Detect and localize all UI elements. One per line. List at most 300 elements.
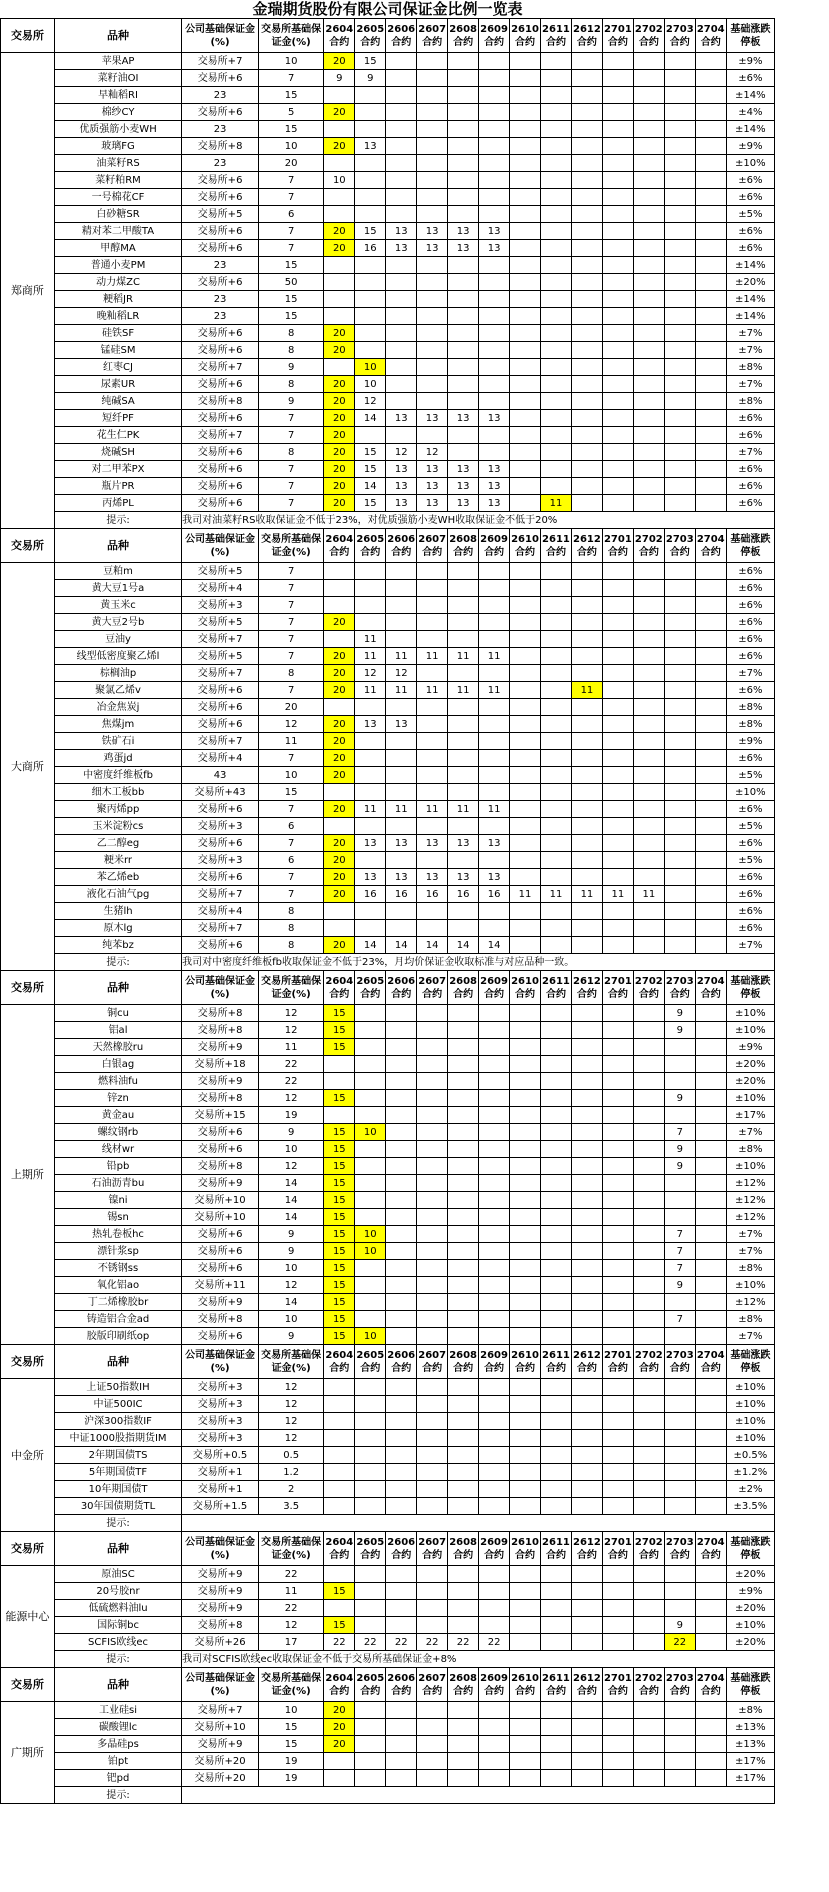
contract-margin-2610 — [510, 818, 541, 835]
contract-margin-2702 — [633, 223, 664, 240]
tip-label: 提示: — [54, 512, 181, 529]
contract-margin-2610 — [510, 393, 541, 410]
exchange-margin: 12 — [258, 1277, 323, 1294]
contract-margin-2608: 13 — [448, 240, 479, 257]
contract-margin-2703 — [664, 1447, 695, 1464]
variety-name: 线材wr — [54, 1141, 181, 1158]
contract-margin-2612 — [571, 597, 602, 614]
contract-margin-2702 — [633, 835, 664, 852]
header-month-2701 — [602, 1345, 633, 1379]
contract-margin-2610 — [510, 699, 541, 716]
contract-margin-2704 — [695, 274, 726, 291]
contract-margin-2611 — [541, 342, 572, 359]
header-month-contract: 合约 — [700, 36, 721, 48]
contract-margin-2608 — [448, 155, 479, 172]
header-month-contract: 合约 — [422, 1362, 443, 1374]
contract-margin-2701 — [602, 580, 633, 597]
variety-name: 黄金au — [54, 1107, 181, 1124]
contract-margin-2606 — [386, 1141, 417, 1158]
variety-name: 普通小麦PM — [54, 257, 181, 274]
header-month-contract: 合约 — [669, 36, 690, 48]
exchange-name: 郑商所 — [1, 53, 55, 529]
contract-margin-2605 — [355, 784, 386, 801]
contract-margin-2610 — [510, 1073, 541, 1090]
contract-margin-2610 — [510, 87, 541, 104]
table-row — [1, 1396, 775, 1413]
table-row — [1, 1634, 775, 1651]
contract-margin-2612 — [571, 614, 602, 631]
variety-name: 黄大豆2号b — [54, 614, 181, 631]
contract-margin-2610 — [510, 1039, 541, 1056]
contract-margin-2703 — [664, 1328, 695, 1345]
contract-margin-2704 — [695, 1022, 726, 1039]
contract-margin-2611 — [541, 189, 572, 206]
contract-margin-2612: 11 — [571, 886, 602, 903]
header-month-contract: 合约 — [700, 546, 721, 558]
contract-margin-2605: 12 — [355, 665, 386, 682]
contract-margin-2704 — [695, 631, 726, 648]
contract-margin-2702 — [633, 1158, 664, 1175]
table-row — [1, 614, 775, 631]
variety-name: 聚氯乙烯v — [54, 682, 181, 699]
company-margin: 交易所+6 — [182, 1226, 259, 1243]
contract-margin-2611 — [541, 1447, 572, 1464]
contract-margin-2604 — [324, 699, 355, 716]
contract-margin-2611 — [541, 1753, 572, 1770]
header-month-contract: 合约 — [391, 1362, 412, 1374]
contract-margin-2607: 13 — [417, 410, 448, 427]
contract-margin-2702 — [633, 478, 664, 495]
exchange-margin: 12 — [258, 1022, 323, 1039]
contract-margin-2610 — [510, 784, 541, 801]
contract-margin-2704 — [695, 869, 726, 886]
table-row — [1, 648, 775, 665]
variety-name: 10年期国债T — [54, 1481, 181, 1498]
header-month-contract: 合约 — [422, 36, 443, 48]
contract-margin-2608: 13 — [448, 461, 479, 478]
contract-margin-2702 — [633, 121, 664, 138]
contract-margin-2606 — [386, 1090, 417, 1107]
table-row — [1, 750, 775, 767]
contract-margin-2605 — [355, 427, 386, 444]
tip-row — [1, 1787, 775, 1804]
variety-name: 豆油y — [54, 631, 181, 648]
header-month-2605 — [355, 1345, 386, 1379]
contract-margin-2608 — [448, 1277, 479, 1294]
contract-margin-2608 — [448, 1447, 479, 1464]
variety-name: 铅pb — [54, 1158, 181, 1175]
contract-margin-2612 — [571, 427, 602, 444]
contract-margin-2607 — [417, 172, 448, 189]
contract-margin-2701 — [602, 1600, 633, 1617]
header-month-contract: 合约 — [391, 1685, 412, 1697]
company-margin: 交易所+11 — [182, 1277, 259, 1294]
contract-margin-2701 — [602, 1481, 633, 1498]
exchange-margin: 9 — [258, 359, 323, 376]
contract-margin-2704 — [695, 172, 726, 189]
contract-margin-2702 — [633, 801, 664, 818]
company-margin: 交易所+8 — [182, 1090, 259, 1107]
header-month-code: 2605 — [356, 1536, 385, 1548]
contract-margin-2609 — [479, 1396, 510, 1413]
company-margin: 交易所+6 — [182, 937, 259, 954]
header-exchange-margin: 交易所基础保证金(%) — [258, 1668, 323, 1702]
contract-margin-2612 — [571, 461, 602, 478]
contract-margin-2604: 20 — [324, 223, 355, 240]
contract-margin-2704 — [695, 478, 726, 495]
table-row — [1, 1566, 775, 1583]
contract-margin-2704 — [695, 563, 726, 580]
contract-margin-2605 — [355, 172, 386, 189]
contract-margin-2609: 13 — [479, 223, 510, 240]
contract-margin-2612 — [571, 699, 602, 716]
contract-margin-2702 — [633, 767, 664, 784]
contract-margin-2608 — [448, 580, 479, 597]
price-limit: ±7% — [726, 376, 774, 393]
header-month-contract: 合约 — [638, 988, 659, 1000]
variety-name: 天然橡胶ru — [54, 1039, 181, 1056]
company-margin: 交易所+7 — [182, 665, 259, 682]
contract-margin-2703 — [664, 257, 695, 274]
contract-margin-2611 — [541, 121, 572, 138]
price-limit: ±20% — [726, 1566, 774, 1583]
exchange-margin: 8 — [258, 325, 323, 342]
contract-margin-2608 — [448, 1294, 479, 1311]
contract-margin-2609 — [479, 784, 510, 801]
table-row — [1, 427, 775, 444]
contract-margin-2611 — [541, 223, 572, 240]
contract-margin-2607: 13 — [417, 223, 448, 240]
contract-margin-2606 — [386, 1226, 417, 1243]
header-month-code: 2610 — [511, 975, 539, 987]
table-row — [1, 1039, 775, 1056]
contract-margin-2606 — [386, 189, 417, 206]
company-margin: 交易所+3 — [182, 1430, 259, 1447]
contract-margin-2608 — [448, 325, 479, 342]
contract-margin-2702 — [633, 376, 664, 393]
contract-margin-2704 — [695, 223, 726, 240]
contract-margin-2607 — [417, 1107, 448, 1124]
variety-name: 晚籼稻LR — [54, 308, 181, 325]
contract-margin-2610 — [510, 70, 541, 87]
price-limit: ±10% — [726, 1430, 774, 1447]
exchange-name: 广期所 — [1, 1702, 55, 1804]
header-month-2609 — [479, 971, 510, 1005]
contract-margin-2608 — [448, 750, 479, 767]
contract-margin-2611 — [541, 1073, 572, 1090]
table-row — [1, 444, 775, 461]
variety-name: 纯苯bz — [54, 937, 181, 954]
variety-name: 粳米rr — [54, 852, 181, 869]
exchange-margin: 20 — [258, 699, 323, 716]
contract-margin-2701 — [602, 852, 633, 869]
contract-margin-2604: 20 — [324, 767, 355, 784]
contract-margin-2701 — [602, 1719, 633, 1736]
price-limit: ±6% — [726, 648, 774, 665]
header-month-contract: 合约 — [607, 1362, 628, 1374]
price-limit: ±6% — [726, 920, 774, 937]
contract-margin-2610 — [510, 682, 541, 699]
contract-margin-2605 — [355, 308, 386, 325]
company-margin: 交易所+5 — [182, 563, 259, 580]
contract-margin-2701 — [602, 648, 633, 665]
exchange-margin: 22 — [258, 1056, 323, 1073]
contract-margin-2610 — [510, 291, 541, 308]
header-month-code: 2605 — [356, 975, 385, 987]
header-month-code: 2611 — [542, 1349, 570, 1361]
contract-margin-2604: 20 — [324, 427, 355, 444]
contract-margin-2605: 10 — [355, 1226, 386, 1243]
contract-margin-2604: 20 — [324, 716, 355, 733]
contract-margin-2611 — [541, 665, 572, 682]
header-month-2611 — [541, 19, 572, 53]
exchange-margin: 9 — [258, 393, 323, 410]
contract-margin-2611: 11 — [541, 886, 572, 903]
contract-margin-2701 — [602, 87, 633, 104]
contract-margin-2703 — [664, 665, 695, 682]
contract-margin-2702 — [633, 682, 664, 699]
contract-margin-2702 — [633, 580, 664, 597]
table-row — [1, 1413, 775, 1430]
header-limit: 基础涨跌停板 — [726, 1532, 774, 1566]
variety-name: 锡sn — [54, 1209, 181, 1226]
contract-margin-2604 — [324, 206, 355, 223]
variety-name: 菜籽粕RM — [54, 172, 181, 189]
contract-margin-2701 — [602, 240, 633, 257]
contract-margin-2704 — [695, 597, 726, 614]
contract-margin-2609: 13 — [479, 495, 510, 512]
contract-margin-2611 — [541, 240, 572, 257]
header-month-contract: 合约 — [329, 1362, 350, 1374]
contract-margin-2609 — [479, 631, 510, 648]
contract-margin-2611 — [541, 1090, 572, 1107]
variety-name: 菜籽油OI — [54, 70, 181, 87]
contract-margin-2703 — [664, 597, 695, 614]
contract-margin-2605 — [355, 121, 386, 138]
company-margin: 交易所+6 — [182, 869, 259, 886]
company-margin: 交易所+6 — [182, 104, 259, 121]
exchange-margin: 14 — [258, 1175, 323, 1192]
contract-margin-2606 — [386, 1056, 417, 1073]
contract-margin-2703 — [664, 733, 695, 750]
contract-margin-2610 — [510, 240, 541, 257]
contract-margin-2702 — [633, 1498, 664, 1515]
contract-margin-2612 — [571, 274, 602, 291]
contract-margin-2605 — [355, 1294, 386, 1311]
contract-margin-2702 — [633, 1039, 664, 1056]
variety-name: 棉纱CY — [54, 104, 181, 121]
header-month-2703 — [664, 1345, 695, 1379]
exchange-margin: 14 — [258, 1192, 323, 1209]
table-row — [1, 121, 775, 138]
contract-margin-2604: 20 — [324, 869, 355, 886]
tip-label: 提示: — [54, 1515, 181, 1532]
contract-margin-2702 — [633, 1311, 664, 1328]
price-limit: ±6% — [726, 614, 774, 631]
contract-margin-2605 — [355, 325, 386, 342]
price-limit: ±14% — [726, 308, 774, 325]
contract-margin-2702 — [633, 631, 664, 648]
variety-name: 红枣CJ — [54, 359, 181, 376]
price-limit: ±7% — [726, 325, 774, 342]
price-limit: ±10% — [726, 1617, 774, 1634]
company-margin: 交易所+3 — [182, 818, 259, 835]
contract-margin-2607 — [417, 1617, 448, 1634]
contract-margin-2612 — [571, 1073, 602, 1090]
contract-margin-2701 — [602, 1464, 633, 1481]
contract-margin-2702 — [633, 648, 664, 665]
price-limit: ±20% — [726, 1056, 774, 1073]
variety-name: 低硫燃料油lu — [54, 1600, 181, 1617]
contract-margin-2612 — [571, 1481, 602, 1498]
table-row — [1, 1328, 775, 1345]
contract-margin-2608: 11 — [448, 682, 479, 699]
contract-margin-2608 — [448, 257, 479, 274]
contract-margin-2610 — [510, 580, 541, 597]
exchange-margin: 6 — [258, 852, 323, 869]
contract-margin-2609 — [479, 750, 510, 767]
price-limit: ±13% — [726, 1736, 774, 1753]
exchange-margin: 7 — [258, 495, 323, 512]
company-margin: 交易所+7 — [182, 886, 259, 903]
contract-margin-2606 — [386, 699, 417, 716]
contract-margin-2608 — [448, 342, 479, 359]
company-margin: 交易所+7 — [182, 359, 259, 376]
exchange-margin: 22 — [258, 1600, 323, 1617]
contract-margin-2704 — [695, 1498, 726, 1515]
company-margin: 23 — [182, 155, 259, 172]
price-limit: ±8% — [726, 393, 774, 410]
contract-margin-2608 — [448, 1328, 479, 1345]
exchange-margin: 3.5 — [258, 1498, 323, 1515]
header-month-code: 2704 — [696, 1536, 725, 1548]
company-margin: 交易所+6 — [182, 1260, 259, 1277]
company-margin: 交易所+1 — [182, 1464, 259, 1481]
table-row — [1, 1736, 775, 1753]
contract-margin-2608 — [448, 563, 479, 580]
contract-margin-2611 — [541, 801, 572, 818]
contract-margin-2701 — [602, 1311, 633, 1328]
contract-margin-2701 — [602, 1413, 633, 1430]
contract-margin-2610 — [510, 1141, 541, 1158]
contract-margin-2611 — [541, 427, 572, 444]
header-month-2604 — [324, 529, 355, 563]
contract-margin-2609 — [479, 580, 510, 597]
header-month-contract: 合约 — [329, 988, 350, 1000]
contract-margin-2703 — [664, 869, 695, 886]
contract-margin-2701 — [602, 631, 633, 648]
header-month-contract: 合约 — [515, 36, 536, 48]
contract-margin-2604: 15 — [324, 1192, 355, 1209]
header-exchange-margin: 交易所基础保证金(%) — [258, 1532, 323, 1566]
price-limit: ±10% — [726, 784, 774, 801]
contract-margin-2608 — [448, 1770, 479, 1787]
contract-margin-2612 — [571, 376, 602, 393]
variety-name: 螺纹钢rb — [54, 1124, 181, 1141]
contract-margin-2701 — [602, 733, 633, 750]
exchange-margin: 10 — [258, 1141, 323, 1158]
contract-margin-2703 — [664, 138, 695, 155]
price-limit: ±9% — [726, 138, 774, 155]
table-row — [1, 1243, 775, 1260]
header-month-contract: 合约 — [700, 988, 721, 1000]
company-margin: 23 — [182, 87, 259, 104]
header-month-contract: 合约 — [576, 36, 597, 48]
table-row — [1, 155, 775, 172]
contract-margin-2604: 15 — [324, 1226, 355, 1243]
contract-margin-2611 — [541, 1328, 572, 1345]
contract-margin-2607 — [417, 70, 448, 87]
header-month-2608 — [448, 19, 479, 53]
header-month-contract: 合约 — [484, 546, 505, 558]
table-row — [1, 1073, 775, 1090]
contract-margin-2610 — [510, 1294, 541, 1311]
contract-margin-2703 — [664, 1770, 695, 1787]
company-margin: 交易所+3 — [182, 1396, 259, 1413]
contract-margin-2611 — [541, 1226, 572, 1243]
contract-margin-2701 — [602, 1005, 633, 1022]
contract-margin-2609: 13 — [479, 240, 510, 257]
contract-margin-2607 — [417, 1396, 448, 1413]
contract-margin-2703 — [664, 410, 695, 427]
contract-margin-2607 — [417, 1413, 448, 1430]
contract-margin-2607 — [417, 1226, 448, 1243]
contract-margin-2701 — [602, 359, 633, 376]
contract-margin-2606 — [386, 1447, 417, 1464]
table-row — [1, 1702, 775, 1719]
company-margin: 交易所+6 — [182, 1141, 259, 1158]
table-row — [1, 1753, 775, 1770]
contract-margin-2608 — [448, 189, 479, 206]
contract-margin-2703 — [664, 121, 695, 138]
table-row — [1, 1209, 775, 1226]
contract-margin-2607 — [417, 393, 448, 410]
contract-margin-2610 — [510, 1617, 541, 1634]
contract-margin-2607 — [417, 1192, 448, 1209]
contract-margin-2609 — [479, 1277, 510, 1294]
contract-margin-2607 — [417, 1005, 448, 1022]
header-month-code: 2609 — [480, 23, 508, 35]
contract-margin-2607 — [417, 1736, 448, 1753]
contract-margin-2608 — [448, 121, 479, 138]
tip-row — [1, 954, 775, 971]
company-margin: 交易所+5 — [182, 206, 259, 223]
contract-margin-2608: 11 — [448, 648, 479, 665]
contract-margin-2611 — [541, 1294, 572, 1311]
header-limit: 基础涨跌停板 — [726, 1668, 774, 1702]
tip-row — [1, 512, 775, 529]
company-margin: 交易所+8 — [182, 393, 259, 410]
contract-margin-2606 — [386, 1617, 417, 1634]
variety-name: 上证50指数IH — [54, 1379, 181, 1396]
contract-margin-2610 — [510, 1770, 541, 1787]
contract-margin-2609 — [479, 1379, 510, 1396]
contract-margin-2606: 16 — [386, 886, 417, 903]
contract-margin-2606 — [386, 1430, 417, 1447]
contract-margin-2701 — [602, 1073, 633, 1090]
contract-margin-2611 — [541, 1600, 572, 1617]
exchange-margin: 7 — [258, 631, 323, 648]
contract-margin-2702 — [633, 750, 664, 767]
contract-margin-2605: 11 — [355, 631, 386, 648]
table-row — [1, 478, 775, 495]
contract-margin-2606 — [386, 563, 417, 580]
header-exchange: 交易所 — [1, 529, 55, 563]
contract-margin-2606 — [386, 1328, 417, 1345]
contract-margin-2605 — [355, 1736, 386, 1753]
contract-margin-2703: 22 — [664, 1634, 695, 1651]
contract-margin-2606 — [386, 597, 417, 614]
